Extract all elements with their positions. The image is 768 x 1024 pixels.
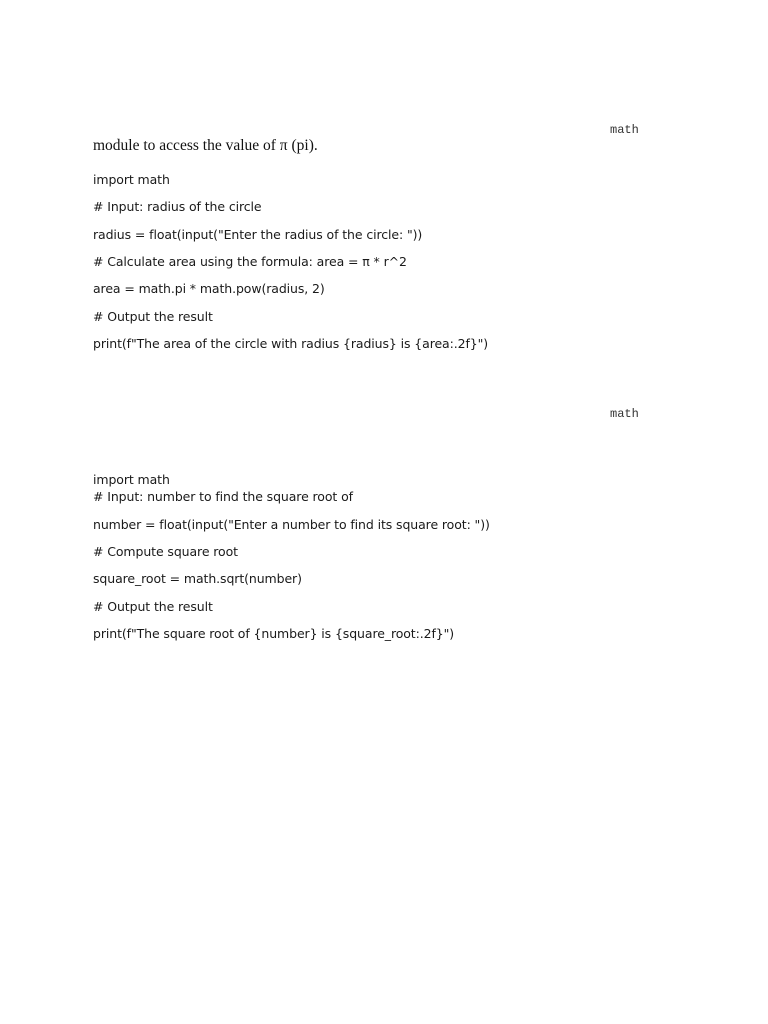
code-line-import: import math (93, 172, 170, 187)
inline-code-math: math (610, 123, 639, 137)
code-line-comment-input-2: # Input: number to find the square root of (93, 489, 353, 504)
code-line-radius: radius = float(input("Enter the radius of the circle: ")) (93, 227, 423, 242)
inline-code-math-2: math (610, 407, 639, 421)
code-line-area: area = math.pi * math.pow(radius, 2) (93, 281, 325, 296)
code-line-comment-formula: # Calculate area using the formula: area = π * r^2 (93, 254, 407, 269)
code-line-square-root: square_root = math.sqrt(number) (93, 571, 302, 586)
code-line-number: number = float(input("Enter a number to find its square root: ")) (93, 517, 490, 532)
code-line-comment-output-2: # Output the result (93, 599, 213, 614)
code-line-print-area: print(f"The area of the circle with radius {radius} is {area:.2f}") (93, 336, 489, 351)
code-line-comment-output: # Output the result (93, 309, 213, 324)
code-line-comment-compute: # Compute square root (93, 544, 238, 559)
intro-text: module to access the value of π (pi). (93, 137, 318, 154)
code-line-print-sqrt: print(f"The square root of {number} is {square_root:.2f}") (93, 626, 455, 641)
code-line-comment-input: # Input: radius of the circle (93, 199, 262, 214)
code-line-import-2: import math (93, 472, 170, 487)
